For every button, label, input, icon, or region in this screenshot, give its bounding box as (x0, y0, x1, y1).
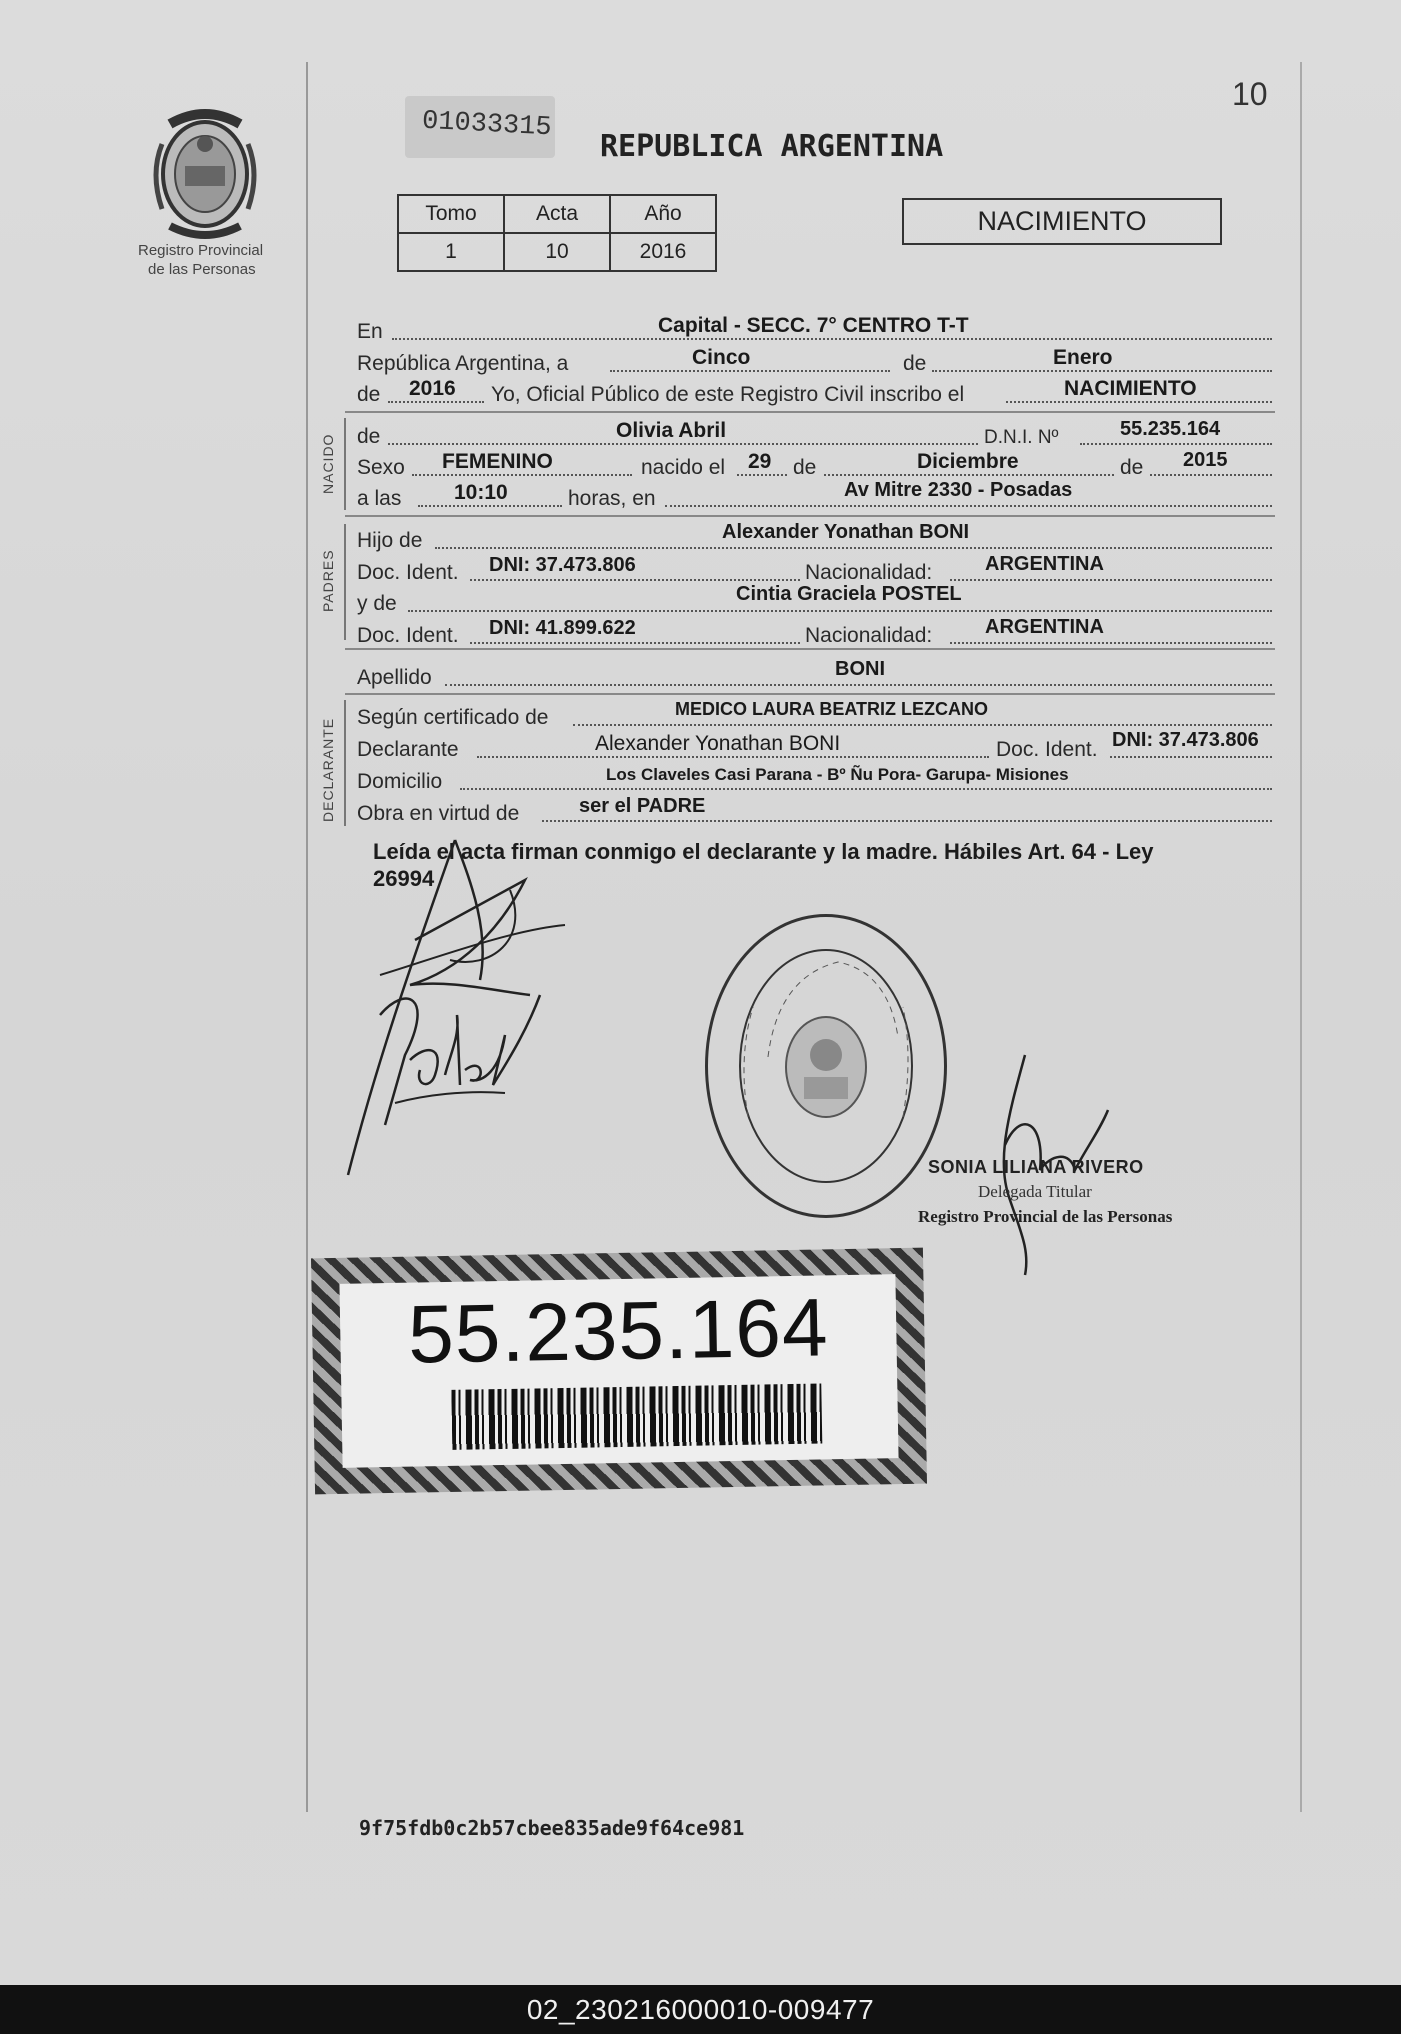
serial-text: 01033315 (421, 106, 553, 144)
de-label: de (903, 352, 927, 375)
en-label: En (357, 320, 383, 343)
logo-caption-line2: de las Personas (148, 261, 256, 278)
registry-table (397, 194, 717, 272)
nac-dia-dots (737, 474, 787, 476)
nacido-sidebar (344, 418, 346, 510)
notes-line2: 26994 (373, 866, 435, 891)
doc2-value: DNI: 41.899.622 (489, 617, 636, 639)
doc3-value: DNI: 37.473.806 (1112, 729, 1259, 751)
nac-dia-value: 29 (748, 450, 772, 473)
apellido-dots (445, 684, 1272, 686)
obra-dots (542, 820, 1272, 822)
official-name: SONIA LILIANA RIVERO (928, 1157, 1144, 1177)
de4-label: de (793, 456, 817, 479)
official-office: Registro Provincial de las Personas (918, 1207, 1173, 1226)
madre-signature (365, 975, 545, 1135)
dni-sticker-inner (339, 1274, 898, 1468)
doc2-label: Doc. Ident. (357, 624, 459, 647)
nacido-label: nacido el (641, 456, 726, 479)
lugar-dots (665, 505, 1272, 507)
padres-divider (345, 515, 1275, 517)
nac1-value: ARGENTINA (985, 553, 1104, 575)
nac1-label: Nacionalidad: (805, 561, 933, 584)
right-margin-line (1300, 62, 1302, 1812)
declarante-label: Declarante (357, 738, 459, 761)
acta-header: Acta (504, 195, 610, 233)
anio-value: 2016 (610, 233, 716, 271)
sexo-value: FEMENINO (442, 450, 553, 473)
padre-dots (435, 547, 1272, 549)
doc1-dots (470, 579, 800, 581)
de2-label: de (357, 383, 381, 406)
doc3-label: Doc. Ident. (996, 738, 1098, 761)
obra-value: ser el PADRE (579, 795, 706, 817)
lugar-value: Av Mitre 2330 - Posadas (844, 479, 1073, 501)
hijo-label: Hijo de (357, 529, 423, 552)
sexo-label: Sexo (357, 456, 405, 479)
dia-dots (610, 370, 890, 372)
mes-dots (932, 370, 1272, 372)
horas-label: horas, en (568, 487, 656, 510)
apellido-divider (345, 648, 1275, 650)
official-seal (705, 914, 947, 1218)
apellido-label: Apellido (357, 666, 432, 689)
nacido-side-label: NACIDO (320, 433, 336, 494)
doc2-dots (470, 642, 800, 644)
nac2-value: ARGENTINA (985, 616, 1104, 638)
coat-of-arms-logo (140, 104, 270, 244)
padre-value: Alexander Yonathan BONI (722, 521, 970, 543)
acta-value: 10 (504, 233, 610, 271)
serial-number (405, 96, 555, 158)
en-value: Capital - SECC. 7° CENTRO T-T (658, 314, 969, 337)
yo-label: Yo, Oficial Público de este Registro Civil inscribo el (491, 383, 965, 406)
doc-type-box (902, 198, 1222, 245)
hora-value: 10:10 (454, 481, 508, 504)
anio-header: Año (610, 195, 716, 233)
mes-value: Enero (1053, 346, 1113, 369)
nac1-dots (950, 579, 1272, 581)
nac-anio-dots (1150, 474, 1272, 476)
domicilio-dots (460, 788, 1272, 790)
declarante-divider (345, 693, 1275, 695)
doc1-label: Doc. Ident. (357, 561, 459, 584)
apellido-value: BONI (835, 658, 885, 680)
nac-mes-dots (824, 474, 1114, 476)
domicilio-value: Los Claveles Casi Parana - Bº Ñu Pora- Garupa- Misiones (606, 765, 1069, 784)
declarante-dots (477, 756, 989, 758)
declarante-side-label: DECLARANTE (320, 717, 336, 822)
notes-line1: Leída el acta firman conmigo el declarante y la madre. Hábiles Art. 64 - Ley (373, 839, 1154, 864)
de5-label: de (1120, 456, 1144, 479)
registry-header-row (398, 195, 716, 233)
declarante-sidebar (344, 700, 346, 826)
nombre-dots (388, 443, 978, 445)
dni-label: D.N.I. Nº (984, 427, 1059, 448)
anio-dots (388, 401, 484, 403)
document-hash: 9f75fdb0c2b57cbee835ade9f64ce981 (359, 1816, 745, 1840)
nombre-value: Olivia Abril (616, 419, 727, 442)
padres-side-label: PADRES (320, 549, 336, 612)
nac-mes-value: Diciembre (917, 450, 1019, 473)
segun-label: Según certificado de (357, 706, 549, 729)
official-role: Delegada Titular (978, 1182, 1092, 1201)
dni-label-sticker (311, 1248, 927, 1495)
doc3-dots (1110, 756, 1272, 758)
madre-value: Cintia Graciela POSTEL (736, 583, 962, 605)
acto-dots (1006, 401, 1272, 403)
nac2-label: Nacionalidad: (805, 624, 933, 647)
nac-anio-value: 2015 (1183, 449, 1228, 471)
registry-value-row (398, 233, 716, 271)
tomo-value: 1 (398, 233, 504, 271)
hora-dots (418, 505, 562, 507)
barcode (451, 1383, 822, 1449)
nacido-divider (345, 411, 1275, 413)
doc-type-label: NACIMIENTO (977, 206, 1147, 236)
dni-dots (1080, 443, 1272, 445)
alas-label: a las (357, 487, 402, 510)
yde-label: y de (357, 592, 397, 615)
de3-label: de (357, 425, 381, 448)
dni-value: 55.235.164 (1120, 418, 1221, 440)
madre-dots (408, 610, 1272, 612)
republica-label: República Argentina, a (357, 352, 569, 375)
domicilio-label: Domicilio (357, 770, 443, 793)
sexo-dots (412, 474, 632, 476)
acto-value: NACIMIENTO (1064, 377, 1197, 400)
dia-value: Cinco (692, 346, 751, 369)
nac2-dots (950, 642, 1272, 644)
doc1-value: DNI: 37.473.806 (489, 554, 636, 576)
tomo-header: Tomo (398, 195, 504, 233)
segun-dots (573, 724, 1272, 726)
document-title: REPUBLICA ARGENTINA (600, 129, 944, 164)
footer-code: 02_230216000010-009477 (0, 1985, 1401, 2034)
en-dots (392, 338, 1272, 340)
page-number: 10 (1232, 76, 1268, 112)
anio-value: 2016 (409, 377, 456, 400)
padres-sidebar (344, 524, 346, 640)
segun-value: MEDICO LAURA BEATRIZ LEZCANO (675, 699, 988, 719)
declarante-value: Alexander Yonathan BONI (595, 732, 841, 755)
logo-caption-line1: Registro Provincial (138, 242, 264, 259)
obra-label: Obra en virtud de (357, 802, 520, 825)
dni-sticker-number: 55.235.164 (407, 1282, 830, 1381)
left-margin-line (306, 62, 308, 1812)
